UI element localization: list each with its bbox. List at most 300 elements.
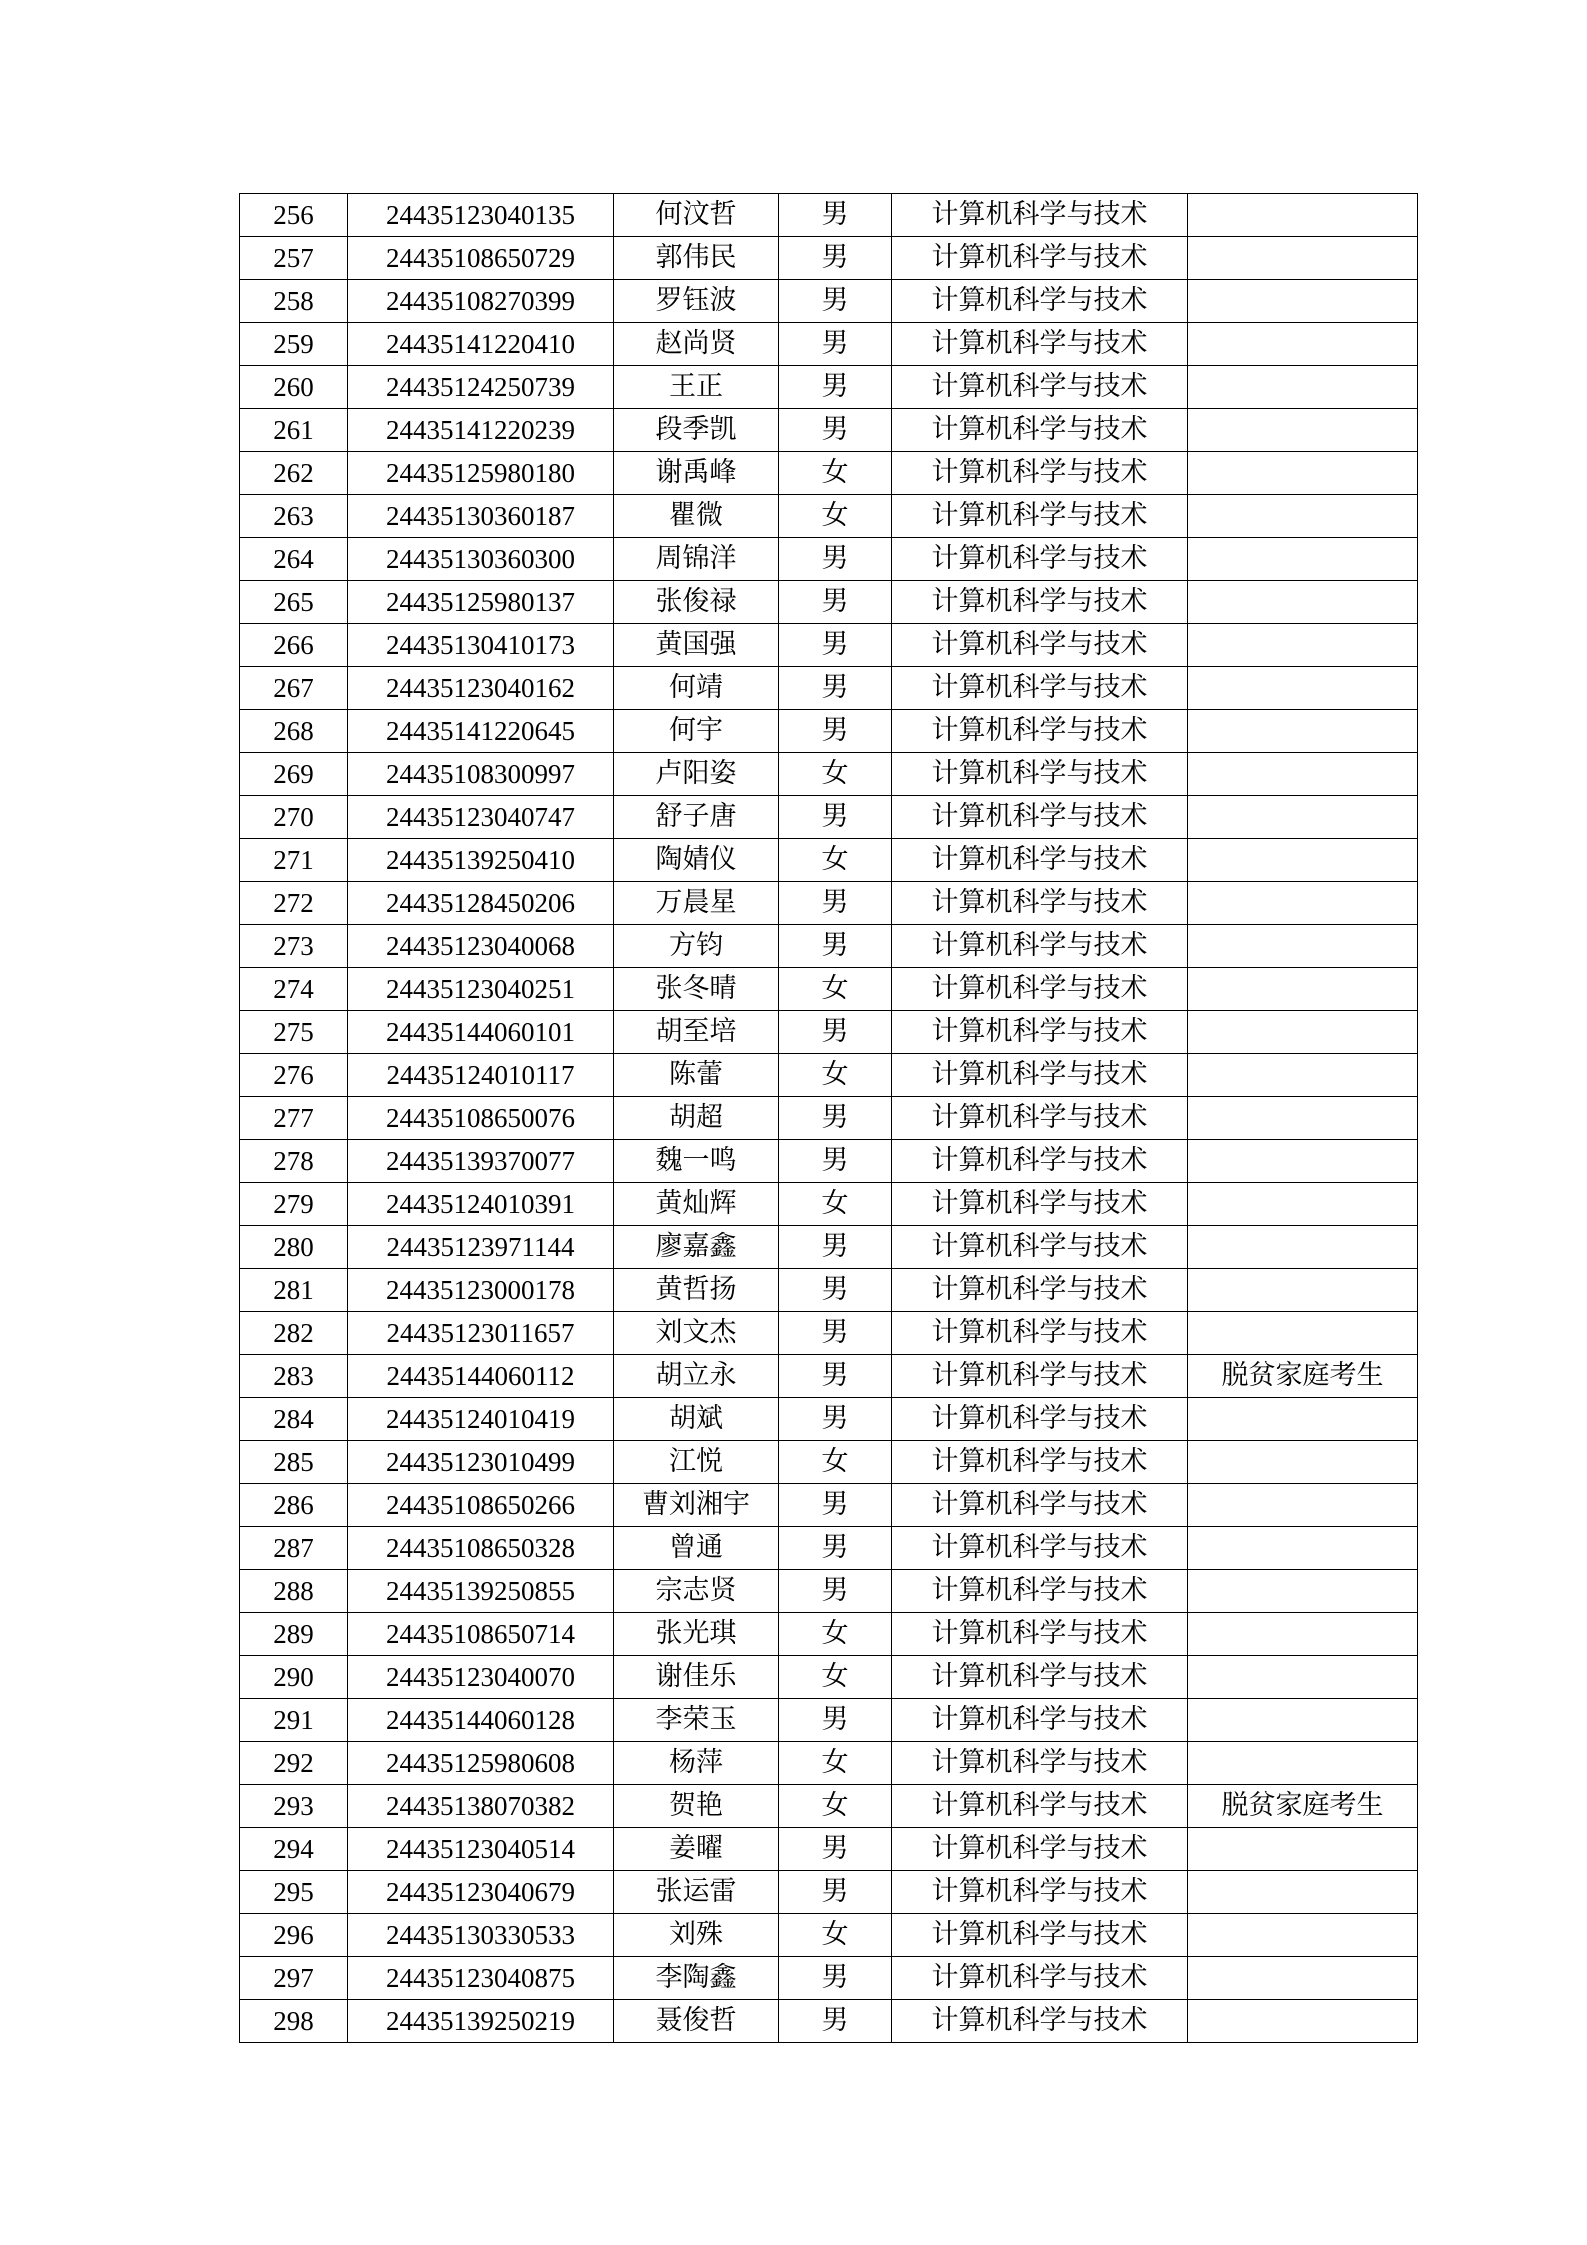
student-name-cell: 姜曜 <box>614 1828 779 1871</box>
table-row <box>240 1441 1418 1484</box>
remark-cell <box>1188 323 1418 366</box>
student-name-cell: 何汶哲 <box>614 194 779 237</box>
student-name-cell: 赵尚贤 <box>614 323 779 366</box>
major-cell: 计算机科学与技术 <box>892 538 1188 581</box>
major-cell: 计算机科学与技术 <box>892 1355 1188 1398</box>
remark-cell <box>1188 667 1418 710</box>
gender-cell: 男 <box>779 1871 892 1914</box>
exam-id-cell: 24435123040070 <box>348 1656 614 1699</box>
student-name-cell: 刘文杰 <box>614 1312 779 1355</box>
major-cell: 计算机科学与技术 <box>892 1527 1188 1570</box>
exam-id-cell: 24435139250219 <box>348 2000 614 2043</box>
exam-id-cell: 24435141220239 <box>348 409 614 452</box>
gender-cell: 男 <box>779 1570 892 1613</box>
table-row <box>240 1957 1418 2000</box>
exam-id-cell: 24435108300997 <box>348 753 614 796</box>
table-row <box>240 1484 1418 1527</box>
exam-id-cell: 24435123040875 <box>348 1957 614 2000</box>
row-number-cell: 288 <box>240 1570 348 1613</box>
gender-cell: 男 <box>779 409 892 452</box>
table-row <box>240 1699 1418 1742</box>
student-name-cell: 胡立永 <box>614 1355 779 1398</box>
major-cell: 计算机科学与技术 <box>892 968 1188 1011</box>
remark-cell <box>1188 581 1418 624</box>
row-number-cell: 269 <box>240 753 348 796</box>
major-cell: 计算机科学与技术 <box>892 710 1188 753</box>
student-name-cell: 舒子唐 <box>614 796 779 839</box>
remark-cell: 脱贫家庭考生 <box>1188 1355 1418 1398</box>
student-name-cell: 周锦洋 <box>614 538 779 581</box>
major-cell: 计算机科学与技术 <box>892 1441 1188 1484</box>
remark-cell <box>1188 1226 1418 1269</box>
row-number-cell: 282 <box>240 1312 348 1355</box>
major-cell: 计算机科学与技术 <box>892 1054 1188 1097</box>
table-row <box>240 1398 1418 1441</box>
gender-cell: 男 <box>779 538 892 581</box>
student-name-cell: 张俊禄 <box>614 581 779 624</box>
exam-id-cell: 24435123011657 <box>348 1312 614 1355</box>
major-cell: 计算机科学与技术 <box>892 667 1188 710</box>
gender-cell: 男 <box>779 1398 892 1441</box>
remark-cell <box>1188 968 1418 1011</box>
major-cell: 计算机科学与技术 <box>892 925 1188 968</box>
table-row <box>240 538 1418 581</box>
gender-cell: 女 <box>779 1183 892 1226</box>
remark-cell <box>1188 1527 1418 1570</box>
row-number-cell: 292 <box>240 1742 348 1785</box>
gender-cell: 女 <box>779 1785 892 1828</box>
student-name-cell: 曹刘湘宇 <box>614 1484 779 1527</box>
gender-cell: 男 <box>779 1011 892 1054</box>
table-row <box>240 237 1418 280</box>
row-number-cell: 265 <box>240 581 348 624</box>
major-cell: 计算机科学与技术 <box>892 1656 1188 1699</box>
table-row <box>240 366 1418 409</box>
table-row <box>240 1054 1418 1097</box>
major-cell: 计算机科学与技术 <box>892 1097 1188 1140</box>
gender-cell: 男 <box>779 366 892 409</box>
remark-cell <box>1188 1441 1418 1484</box>
gender-cell: 男 <box>779 796 892 839</box>
remark-cell <box>1188 1871 1418 1914</box>
exam-id-cell: 24435130410173 <box>348 624 614 667</box>
row-number-cell: 271 <box>240 839 348 882</box>
exam-id-cell: 24435139370077 <box>348 1140 614 1183</box>
row-number-cell: 260 <box>240 366 348 409</box>
table-row <box>240 1269 1418 1312</box>
student-name-cell: 贺艳 <box>614 1785 779 1828</box>
row-number-cell: 273 <box>240 925 348 968</box>
table-row <box>240 1226 1418 1269</box>
student-name-cell: 卢阳姿 <box>614 753 779 796</box>
gender-cell: 男 <box>779 1097 892 1140</box>
remark-cell <box>1188 194 1418 237</box>
major-cell: 计算机科学与技术 <box>892 796 1188 839</box>
table-row <box>240 1871 1418 1914</box>
student-name-cell: 何靖 <box>614 667 779 710</box>
row-number-cell: 285 <box>240 1441 348 1484</box>
gender-cell: 男 <box>779 194 892 237</box>
row-number-cell: 290 <box>240 1656 348 1699</box>
table-row <box>240 796 1418 839</box>
remark-cell: 脱贫家庭考生 <box>1188 1785 1418 1828</box>
gender-cell: 男 <box>779 925 892 968</box>
exam-id-cell: 24435108650076 <box>348 1097 614 1140</box>
table-row <box>240 452 1418 495</box>
remark-cell <box>1188 1570 1418 1613</box>
major-cell: 计算机科学与技术 <box>892 1785 1188 1828</box>
exam-id-cell: 24435108650729 <box>348 237 614 280</box>
table-row <box>240 409 1418 452</box>
row-number-cell: 277 <box>240 1097 348 1140</box>
remark-cell <box>1188 1828 1418 1871</box>
table-row <box>240 1312 1418 1355</box>
row-number-cell: 293 <box>240 1785 348 1828</box>
row-number-cell: 261 <box>240 409 348 452</box>
exam-id-cell: 24435123040068 <box>348 925 614 968</box>
table-row <box>240 1183 1418 1226</box>
row-number-cell: 274 <box>240 968 348 1011</box>
remark-cell <box>1188 1140 1418 1183</box>
exam-id-cell: 24435125980608 <box>348 1742 614 1785</box>
row-number-cell: 279 <box>240 1183 348 1226</box>
major-cell: 计算机科学与技术 <box>892 1140 1188 1183</box>
gender-cell: 女 <box>779 839 892 882</box>
table-row <box>240 1656 1418 1699</box>
table-row <box>240 1527 1418 1570</box>
gender-cell: 男 <box>779 1355 892 1398</box>
remark-cell <box>1188 624 1418 667</box>
exam-id-cell: 24435144060112 <box>348 1355 614 1398</box>
remark-cell <box>1188 1656 1418 1699</box>
table-row <box>240 1570 1418 1613</box>
row-number-cell: 291 <box>240 1699 348 1742</box>
row-number-cell: 257 <box>240 237 348 280</box>
table-row <box>240 1828 1418 1871</box>
remark-cell <box>1188 1914 1418 1957</box>
remark-cell <box>1188 882 1418 925</box>
row-number-cell: 297 <box>240 1957 348 2000</box>
gender-cell: 男 <box>779 1269 892 1312</box>
major-cell: 计算机科学与技术 <box>892 452 1188 495</box>
student-name-cell: 罗钰波 <box>614 280 779 323</box>
student-name-cell: 胡超 <box>614 1097 779 1140</box>
remark-cell <box>1188 1097 1418 1140</box>
remark-cell <box>1188 925 1418 968</box>
gender-cell: 女 <box>779 1441 892 1484</box>
student-name-cell: 魏一鸣 <box>614 1140 779 1183</box>
student-name-cell: 黄国强 <box>614 624 779 667</box>
table-row <box>240 925 1418 968</box>
exam-id-cell: 24435130330533 <box>348 1914 614 1957</box>
row-number-cell: 278 <box>240 1140 348 1183</box>
remark-cell <box>1188 839 1418 882</box>
major-cell: 计算机科学与技术 <box>892 1914 1188 1957</box>
remark-cell <box>1188 1398 1418 1441</box>
gender-cell: 男 <box>779 624 892 667</box>
major-cell: 计算机科学与技术 <box>892 495 1188 538</box>
table-row <box>240 624 1418 667</box>
table-row <box>240 1355 1418 1398</box>
row-number-cell: 296 <box>240 1914 348 1957</box>
remark-cell <box>1188 1957 1418 2000</box>
table-row <box>240 581 1418 624</box>
row-number-cell: 298 <box>240 2000 348 2043</box>
table-row <box>240 1140 1418 1183</box>
table-row <box>240 839 1418 882</box>
student-name-cell: 万晨星 <box>614 882 779 925</box>
student-name-cell: 黄灿辉 <box>614 1183 779 1226</box>
gender-cell: 女 <box>779 968 892 1011</box>
student-name-cell: 胡至培 <box>614 1011 779 1054</box>
remark-cell <box>1188 1699 1418 1742</box>
row-number-cell: 268 <box>240 710 348 753</box>
row-number-cell: 272 <box>240 882 348 925</box>
row-number-cell: 286 <box>240 1484 348 1527</box>
student-name-cell: 张运雷 <box>614 1871 779 1914</box>
major-cell: 计算机科学与技术 <box>892 1828 1188 1871</box>
student-name-cell: 胡斌 <box>614 1398 779 1441</box>
major-cell: 计算机科学与技术 <box>892 1269 1188 1312</box>
gender-cell: 男 <box>779 1828 892 1871</box>
student-name-cell: 何宇 <box>614 710 779 753</box>
gender-cell: 女 <box>779 753 892 796</box>
exam-id-cell: 24435108270399 <box>348 280 614 323</box>
major-cell: 计算机科学与技术 <box>892 1699 1188 1742</box>
exam-id-cell: 24435125980137 <box>348 581 614 624</box>
gender-cell: 女 <box>779 495 892 538</box>
major-cell: 计算机科学与技术 <box>892 581 1188 624</box>
student-name-cell: 刘殊 <box>614 1914 779 1957</box>
exam-id-cell: 24435123040514 <box>348 1828 614 1871</box>
gender-cell: 男 <box>779 581 892 624</box>
major-cell: 计算机科学与技术 <box>892 1871 1188 1914</box>
remark-cell <box>1188 366 1418 409</box>
exam-id-cell: 24435108650328 <box>348 1527 614 1570</box>
table-row <box>240 280 1418 323</box>
major-cell: 计算机科学与技术 <box>892 1312 1188 1355</box>
major-cell: 计算机科学与技术 <box>892 1183 1188 1226</box>
gender-cell: 男 <box>779 1140 892 1183</box>
major-cell: 计算机科学与技术 <box>892 1570 1188 1613</box>
row-number-cell: 266 <box>240 624 348 667</box>
row-number-cell: 259 <box>240 323 348 366</box>
gender-cell: 男 <box>779 323 892 366</box>
student-name-cell: 廖嘉鑫 <box>614 1226 779 1269</box>
table-row <box>240 2000 1418 2043</box>
major-cell: 计算机科学与技术 <box>892 323 1188 366</box>
exam-id-cell: 24435123040679 <box>348 1871 614 1914</box>
table-row <box>240 968 1418 1011</box>
exam-id-cell: 24435141220645 <box>348 710 614 753</box>
major-cell: 计算机科学与技术 <box>892 839 1188 882</box>
student-name-cell: 瞿微 <box>614 495 779 538</box>
gender-cell: 女 <box>779 1656 892 1699</box>
exam-id-cell: 24435108650266 <box>348 1484 614 1527</box>
exam-id-cell: 24435108650714 <box>348 1613 614 1656</box>
roster-table <box>239 193 1418 2043</box>
major-cell: 计算机科学与技术 <box>892 1226 1188 1269</box>
student-name-cell: 江悦 <box>614 1441 779 1484</box>
remark-cell <box>1188 1312 1418 1355</box>
exam-id-cell: 24435144060101 <box>348 1011 614 1054</box>
remark-cell <box>1188 1054 1418 1097</box>
major-cell: 计算机科学与技术 <box>892 1613 1188 1656</box>
major-cell: 计算机科学与技术 <box>892 237 1188 280</box>
major-cell: 计算机科学与技术 <box>892 2000 1188 2043</box>
table-row <box>240 495 1418 538</box>
remark-cell <box>1188 495 1418 538</box>
student-name-cell: 聂俊哲 <box>614 2000 779 2043</box>
major-cell: 计算机科学与技术 <box>892 1957 1188 2000</box>
row-number-cell: 281 <box>240 1269 348 1312</box>
exam-id-cell: 24435138070382 <box>348 1785 614 1828</box>
table-row <box>240 1914 1418 1957</box>
student-name-cell: 谢佳乐 <box>614 1656 779 1699</box>
exam-id-cell: 24435139250855 <box>348 1570 614 1613</box>
student-name-cell: 方钧 <box>614 925 779 968</box>
row-number-cell: 270 <box>240 796 348 839</box>
remark-cell <box>1188 1484 1418 1527</box>
exam-id-cell: 24435124010391 <box>348 1183 614 1226</box>
row-number-cell: 287 <box>240 1527 348 1570</box>
major-cell: 计算机科学与技术 <box>892 1011 1188 1054</box>
student-name-cell: 王正 <box>614 366 779 409</box>
gender-cell: 男 <box>779 1226 892 1269</box>
table-row <box>240 1742 1418 1785</box>
gender-cell: 男 <box>779 710 892 753</box>
gender-cell: 男 <box>779 280 892 323</box>
exam-id-cell: 24435123040747 <box>348 796 614 839</box>
row-number-cell: 262 <box>240 452 348 495</box>
row-number-cell: 295 <box>240 1871 348 1914</box>
major-cell: 计算机科学与技术 <box>892 194 1188 237</box>
remark-cell <box>1188 1011 1418 1054</box>
exam-id-cell: 24435130360300 <box>348 538 614 581</box>
row-number-cell: 263 <box>240 495 348 538</box>
row-number-cell: 256 <box>240 194 348 237</box>
gender-cell: 男 <box>779 2000 892 2043</box>
student-name-cell: 张光琪 <box>614 1613 779 1656</box>
row-number-cell: 294 <box>240 1828 348 1871</box>
table-row <box>240 323 1418 366</box>
table-row <box>240 194 1418 237</box>
table-row <box>240 882 1418 925</box>
exam-id-cell: 24435125980180 <box>348 452 614 495</box>
remark-cell <box>1188 538 1418 581</box>
remark-cell <box>1188 1742 1418 1785</box>
student-name-cell: 张冬晴 <box>614 968 779 1011</box>
remark-cell <box>1188 2000 1418 2043</box>
gender-cell: 女 <box>779 1613 892 1656</box>
exam-id-cell: 24435123971144 <box>348 1226 614 1269</box>
table-row <box>240 1785 1418 1828</box>
remark-cell <box>1188 796 1418 839</box>
table-row <box>240 1097 1418 1140</box>
exam-id-cell: 24435123040135 <box>348 194 614 237</box>
exam-id-cell: 24435128450206 <box>348 882 614 925</box>
remark-cell <box>1188 409 1418 452</box>
exam-id-cell: 24435124010419 <box>348 1398 614 1441</box>
gender-cell: 男 <box>779 882 892 925</box>
remark-cell <box>1188 753 1418 796</box>
row-number-cell: 258 <box>240 280 348 323</box>
major-cell: 计算机科学与技术 <box>892 1742 1188 1785</box>
exam-id-cell: 24435139250410 <box>348 839 614 882</box>
remark-cell <box>1188 280 1418 323</box>
major-cell: 计算机科学与技术 <box>892 366 1188 409</box>
exam-id-cell: 24435124010117 <box>348 1054 614 1097</box>
exam-id-cell: 24435124250739 <box>348 366 614 409</box>
exam-id-cell: 24435130360187 <box>348 495 614 538</box>
major-cell: 计算机科学与技术 <box>892 280 1188 323</box>
gender-cell: 女 <box>779 1914 892 1957</box>
table-row <box>240 1011 1418 1054</box>
student-name-cell: 李陶鑫 <box>614 1957 779 2000</box>
student-name-cell: 黄哲扬 <box>614 1269 779 1312</box>
gender-cell: 男 <box>779 1699 892 1742</box>
student-name-cell: 李荣玉 <box>614 1699 779 1742</box>
major-cell: 计算机科学与技术 <box>892 624 1188 667</box>
major-cell: 计算机科学与技术 <box>892 1484 1188 1527</box>
row-number-cell: 284 <box>240 1398 348 1441</box>
major-cell: 计算机科学与技术 <box>892 753 1188 796</box>
row-number-cell: 280 <box>240 1226 348 1269</box>
row-number-cell: 289 <box>240 1613 348 1656</box>
student-name-cell: 段季凯 <box>614 409 779 452</box>
student-name-cell: 陶婧仪 <box>614 839 779 882</box>
remark-cell <box>1188 452 1418 495</box>
gender-cell: 男 <box>779 1484 892 1527</box>
major-cell: 计算机科学与技术 <box>892 882 1188 925</box>
row-number-cell: 276 <box>240 1054 348 1097</box>
gender-cell: 男 <box>779 1527 892 1570</box>
remark-cell <box>1188 710 1418 753</box>
student-name-cell: 陈蕾 <box>614 1054 779 1097</box>
row-number-cell: 275 <box>240 1011 348 1054</box>
gender-cell: 男 <box>779 1312 892 1355</box>
table-row <box>240 753 1418 796</box>
student-name-cell: 杨萍 <box>614 1742 779 1785</box>
table-row <box>240 1613 1418 1656</box>
exam-id-cell: 24435123000178 <box>348 1269 614 1312</box>
row-number-cell: 267 <box>240 667 348 710</box>
gender-cell: 男 <box>779 237 892 280</box>
roster-body <box>240 194 1418 2043</box>
gender-cell: 男 <box>779 667 892 710</box>
remark-cell <box>1188 1269 1418 1312</box>
major-cell: 计算机科学与技术 <box>892 1398 1188 1441</box>
student-name-cell: 谢禹峰 <box>614 452 779 495</box>
student-name-cell: 郭伟民 <box>614 237 779 280</box>
table-row <box>240 667 1418 710</box>
gender-cell: 女 <box>779 1054 892 1097</box>
gender-cell: 女 <box>779 452 892 495</box>
remark-cell <box>1188 1183 1418 1226</box>
gender-cell: 女 <box>779 1742 892 1785</box>
exam-id-cell: 24435141220410 <box>348 323 614 366</box>
exam-id-cell: 24435144060128 <box>348 1699 614 1742</box>
table-row <box>240 710 1418 753</box>
row-number-cell: 283 <box>240 1355 348 1398</box>
remark-cell <box>1188 237 1418 280</box>
exam-id-cell: 24435123010499 <box>348 1441 614 1484</box>
student-name-cell: 宗志贤 <box>614 1570 779 1613</box>
exam-id-cell: 24435123040251 <box>348 968 614 1011</box>
student-name-cell: 曾通 <box>614 1527 779 1570</box>
exam-id-cell: 24435123040162 <box>348 667 614 710</box>
gender-cell: 男 <box>779 1957 892 2000</box>
